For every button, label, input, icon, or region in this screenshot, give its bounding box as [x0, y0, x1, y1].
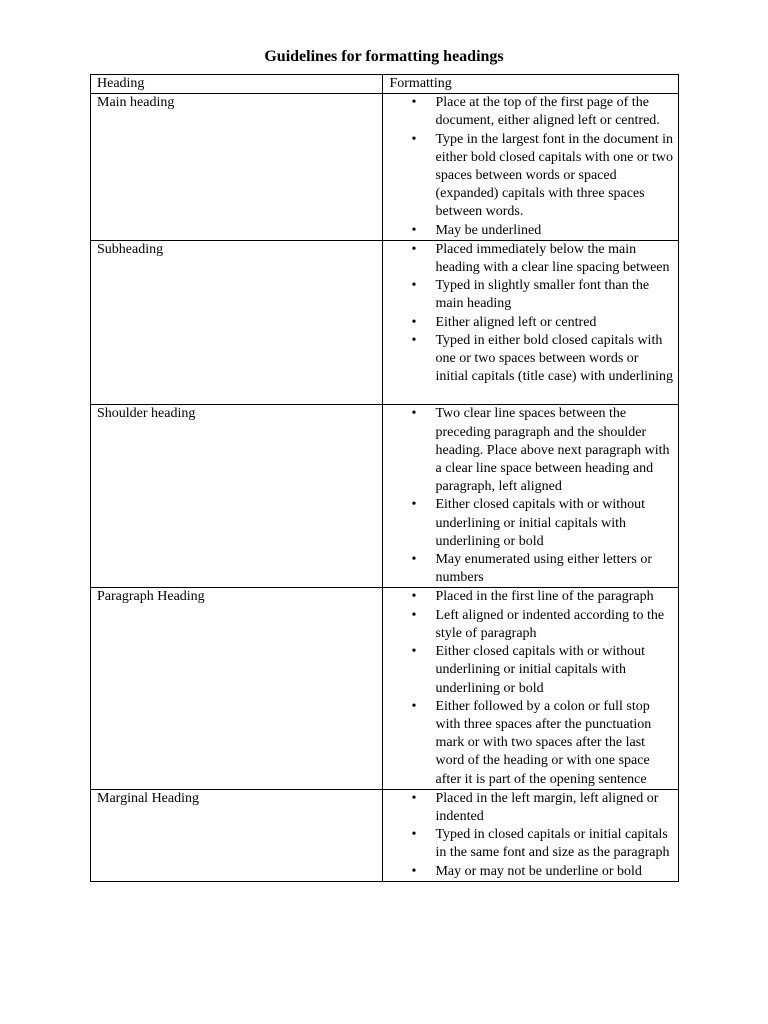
- bullet-text: Place at the top of the first page of the document, either aligned left or centred.: [435, 95, 660, 129]
- column-header-heading: Heading: [91, 75, 383, 94]
- bullet-icon: •: [411, 790, 417, 806]
- bullet-icon: •: [411, 131, 417, 147]
- bullet-text: Typed in either bold closed capitals with one or two spaces between words or initial capitals (title case) with underlining: [435, 332, 674, 385]
- bullet-icon: •: [411, 497, 417, 513]
- list-item: [383, 277, 678, 313]
- formatting-cell: [383, 588, 679, 789]
- bullet-icon: •: [411, 332, 417, 348]
- formatting-bullet-list: [383, 94, 678, 240]
- bullet-text: Either closed capitals with or without underlining or initial capitals with underlining or bold: [435, 497, 646, 549]
- formatting-cell: [383, 789, 679, 881]
- formatting-bullet-list: [383, 405, 678, 587]
- list-item: [383, 332, 678, 387]
- bullet-text: Typed in slightly smaller font than the main heading: [435, 278, 650, 312]
- table-row: [91, 405, 679, 588]
- table-row: [91, 240, 679, 405]
- table-row: [91, 94, 679, 241]
- formatting-cell: [383, 240, 679, 405]
- bullet-text: Either followed by a colon or full stop with three spaces after the punctuation mark or with two spaces after the last word of the heading or with one space after it is part of the opening sentence: [435, 698, 652, 787]
- page-title: Guidelines for formatting headings: [264, 48, 504, 65]
- formatting-cell: [383, 94, 679, 241]
- bullet-icon: •: [411, 827, 417, 843]
- list-item: [383, 551, 678, 587]
- bullet-icon: •: [411, 589, 417, 605]
- list-item: [383, 698, 678, 789]
- bullet-icon: •: [411, 698, 417, 714]
- bullet-text: Either aligned left or centred: [435, 314, 597, 330]
- column-header-formatting: [383, 75, 679, 94]
- formatting-bullet-list: [383, 588, 678, 788]
- bullet-text: May be underlined: [435, 222, 542, 238]
- bullet-text: Typed in closed capitals or initial capitals in the same font and size as the paragraph: [435, 827, 670, 861]
- bullet-icon: •: [411, 644, 417, 660]
- bullet-text: May or may not be underline or bold: [435, 863, 642, 879]
- list-item: [383, 588, 678, 606]
- heading-name-cell: Subheading: [91, 240, 383, 405]
- heading-name-cell: Marginal Heading: [91, 789, 383, 881]
- table-row: [91, 789, 679, 881]
- list-item: [383, 826, 678, 862]
- bullet-icon: •: [411, 222, 417, 238]
- bullet-text: May enumerated using either letters or numbers: [435, 552, 653, 586]
- table-row: [91, 588, 679, 789]
- bullet-icon: •: [411, 278, 417, 294]
- list-item: [383, 643, 678, 698]
- bullet-text: Either closed capitals with or without underlining or initial capitals with underlining or bold: [435, 644, 646, 696]
- bullet-icon: •: [411, 314, 417, 330]
- bullet-text: Left aligned or indented according to the style of paragraph: [435, 607, 665, 641]
- list-item: [383, 94, 678, 130]
- heading-name-cell: Shoulder heading: [91, 405, 383, 588]
- bullet-text: Placed in the left margin, left aligned or indented: [435, 790, 659, 824]
- formatting-bullet-list: [383, 241, 678, 387]
- bullet-text: Two clear line spaces between the preceding paragraph and the shoulder heading. Place above next paragraph with a clear line space between heading and paragraph, left aligned: [435, 406, 670, 495]
- bullet-icon: •: [411, 607, 417, 623]
- list-item: [383, 405, 678, 496]
- bullet-icon: •: [411, 552, 417, 568]
- guidelines-table: [90, 74, 679, 882]
- heading-name-cell: Paragraph Heading: [91, 588, 383, 789]
- bullet-text: Type in the largest font in the document in either bold closed capitals with one or two spaces between words or spaced (expanded) capitals with three spaces between words.: [435, 131, 674, 220]
- heading-name-cell: Main heading: [91, 94, 383, 241]
- list-item: [383, 863, 678, 881]
- bullet-icon: •: [411, 95, 417, 111]
- bullet-icon: •: [411, 241, 417, 257]
- bullet-icon: •: [411, 406, 417, 422]
- bullet-text: Placed immediately below the main heading with a clear line spacing between: [435, 241, 670, 276]
- list-item: [383, 241, 678, 277]
- list-item: [383, 607, 678, 643]
- bullet-icon: •: [411, 863, 417, 879]
- table-header-row: [91, 75, 679, 94]
- list-item: [383, 131, 678, 222]
- formatting-cell: [383, 405, 679, 588]
- formatting-bullet-list: [383, 790, 678, 881]
- bullet-text: Placed in the first line of the paragraph: [435, 589, 654, 605]
- list-item: [383, 496, 678, 551]
- list-item: [383, 314, 678, 332]
- column-header-formatting-label: Formatting: [389, 76, 452, 91]
- list-item: [383, 790, 678, 826]
- list-item: [383, 222, 678, 240]
